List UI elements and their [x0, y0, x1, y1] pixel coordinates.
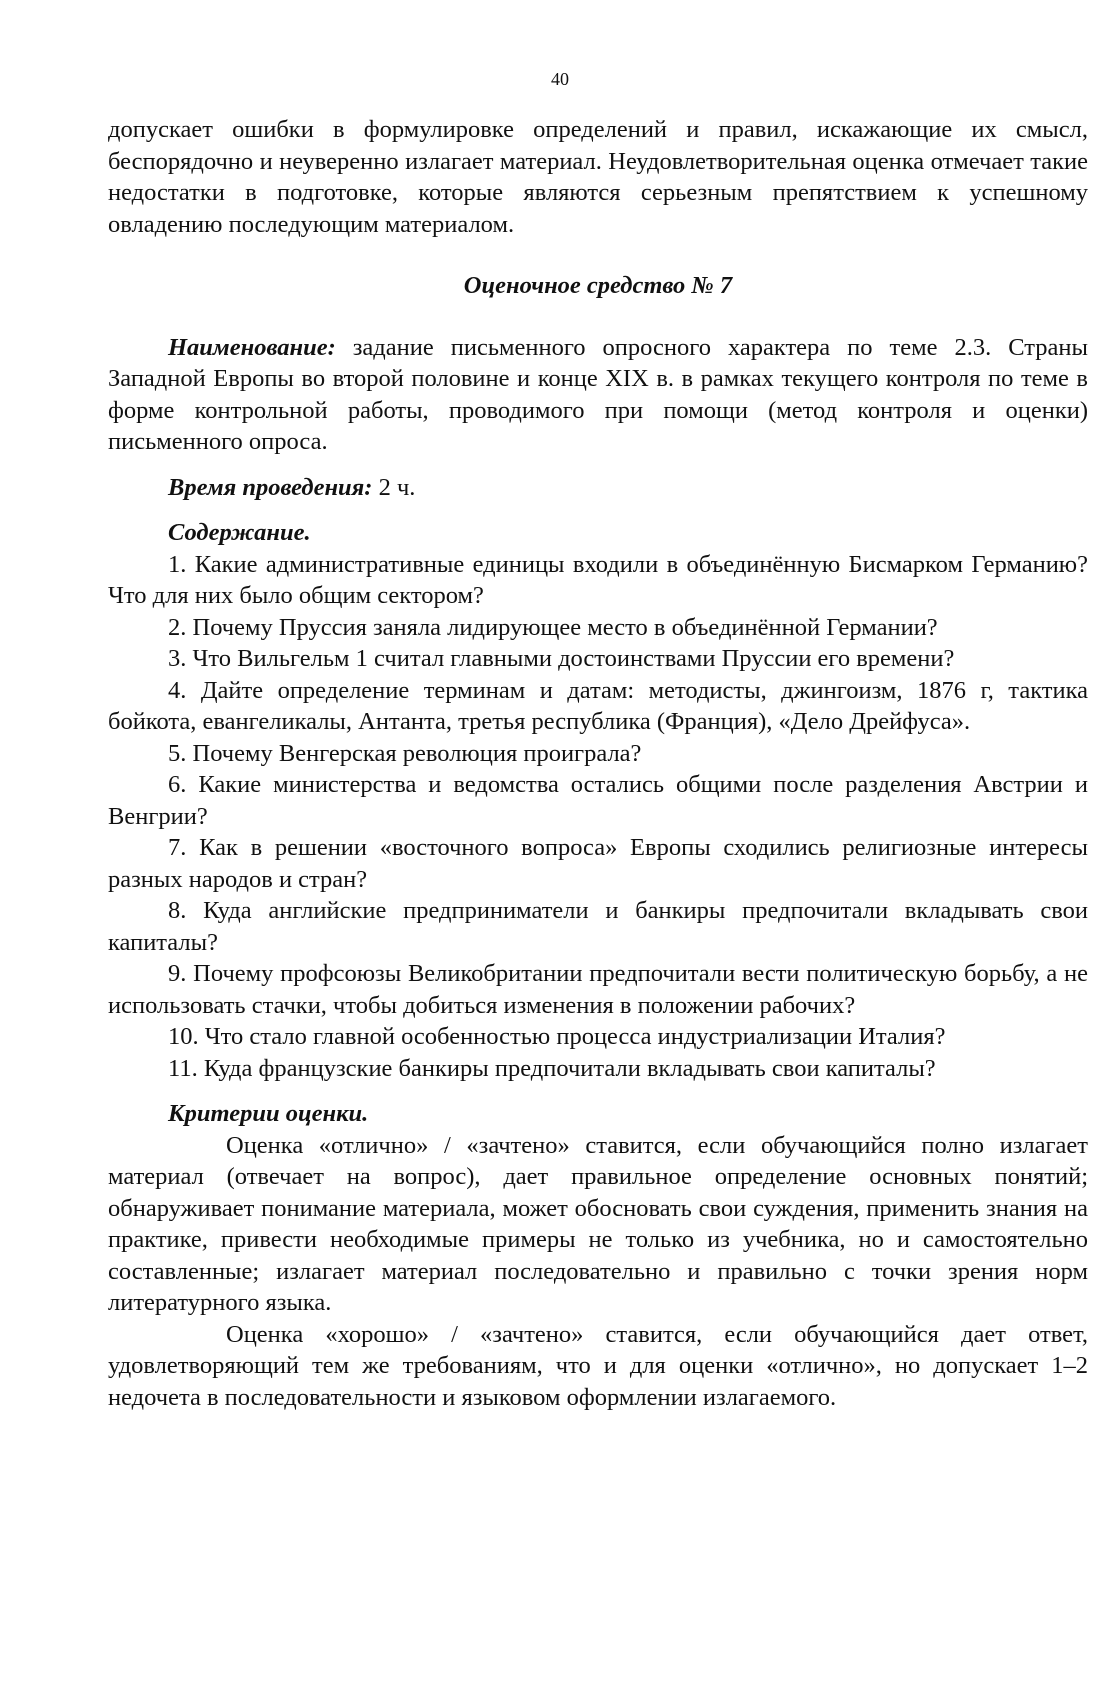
question-item: 5. Почему Венгерская революция проиграла?	[168, 739, 642, 767]
criteria-excellent: Оценка «отлично» / «зачтено» ставится, если обучающийся полно излагает материал (отвечает на вопрос), дает правильное определение основных понятий; обнаруживает понимание материала, может обосновать свои суждения, применить знания на практике, привести необходимые примеры не только из учебника, но и самостоятельно составленные; излагает материал последовательно и правильно с точки зрения норм литературного языка.	[108, 1131, 1088, 1316]
duration-text: 2 ч.	[372, 473, 416, 501]
duration-paragraph	[108, 472, 1088, 504]
naming-text: задание письменного опросного характера по теме 2.3. Страны Западной Европы во второй половине и конце XIX в. в рамках текущего контроля по теме в форме контрольной работы, проводимого при помощи (метод контроля и оценки) письменного опроса.	[108, 333, 1088, 455]
naming-paragraph	[108, 332, 1088, 458]
question-item: 7. Как в решении «восточного вопроса» Европы сходились религиозные интересы разных народов и стран?	[108, 834, 1088, 893]
question-item: 11. Куда французские банкиры предпочитали вкладывать свои капиталы?	[168, 1054, 936, 1082]
content-heading: Содержание.	[168, 519, 311, 546]
question-item: 8. Куда английские предприниматели и банкиры предпочитали вкладывать свои капиталы?	[108, 897, 1088, 956]
question-item: 9. Почему профсоюзы Великобритании предпочитали вести политическую борьбу, а не использовать стачки, чтобы добиться изменения в положении рабочих?	[108, 960, 1088, 1019]
criteria-heading: Критерии оценки.	[168, 1100, 369, 1127]
question-item: 10. Что стало главной особенностью процесса индустриализации Италия?	[168, 1023, 946, 1050]
question-list	[108, 549, 1088, 1085]
page-number: 40	[551, 69, 569, 89]
question-item: 1. Какие административные единицы входили в объединённую Бисмарком Германию? Что для них было общим сектором?	[108, 550, 1088, 609]
naming-label: Наименование:	[168, 333, 336, 361]
page-content	[108, 114, 1088, 1413]
duration-label: Время проведения:	[168, 473, 373, 501]
question-item: 6. Какие министерства и ведомства остались общими после разделения Австрии и Венгрии?	[108, 771, 1088, 830]
criteria-good: Оценка «хорошо» / «зачтено» ставится, если обучающийся дает ответ, удовлетворяющий тем же требованиям, что и для оценки «отлично», но допускает 1–2 недочета в последовательности и языковом оформлении излагаемого.	[108, 1320, 1088, 1411]
question-item: 3. Что Вильгельм 1 считал главными достоинствами Пруссии его времени?	[168, 645, 955, 672]
question-item: 2. Почему Пруссия заняла лидирующее место в объединённой Германии?	[168, 613, 938, 641]
question-item: 4. Дайте определение терминам и датам: методисты, джингоизм, 1876 г, тактика бойкота, евангеликалы, Антанта, третья республика (Франция), «Дело Дрейфуса».	[108, 676, 1088, 735]
section-title: Оценочное средство № 7	[463, 272, 733, 299]
intro-paragraph: допускает ошибки в формулировке определений и правил, искажающие их смысл, беспорядочно и неуверенно излагает материал. Неудовлетворительная оценка отмечает такие недостатки в подготовке, которые являются серьезным препятствием к успешному овладению последующим материалом.	[108, 116, 1088, 238]
